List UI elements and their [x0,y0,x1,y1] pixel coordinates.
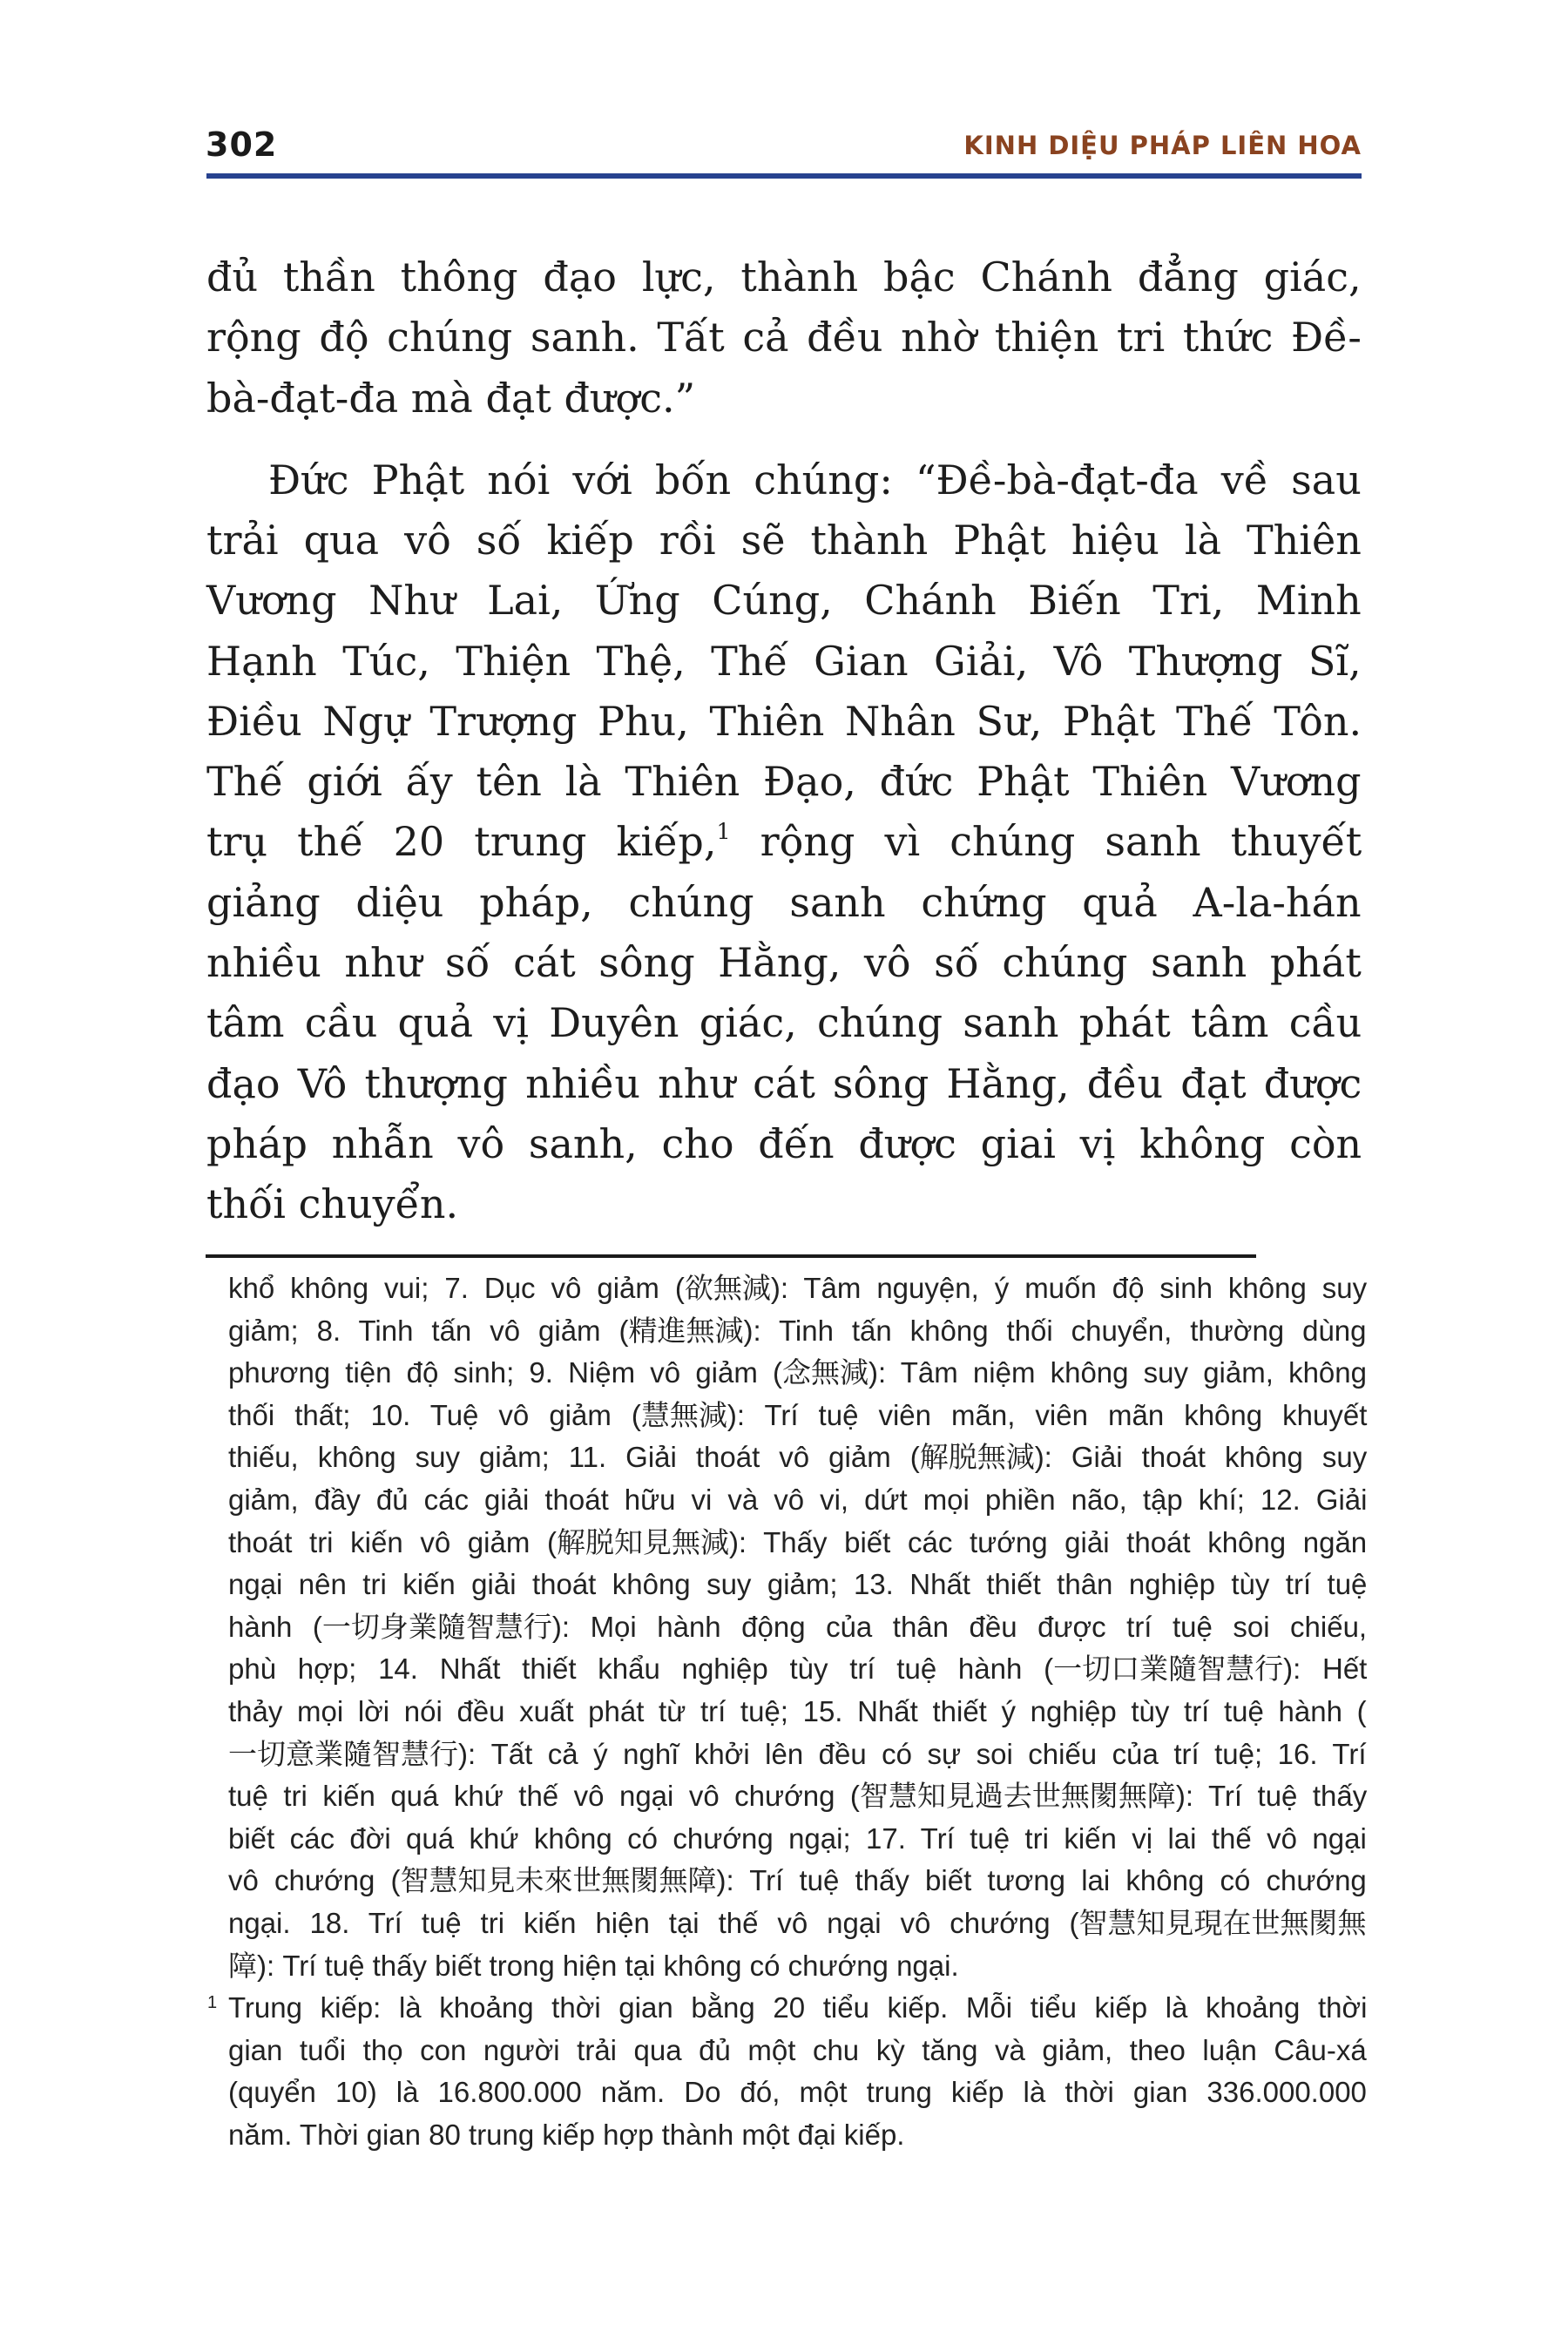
body-line: trải qua vô số kiếp rồi sẽ thành Phật hiệu là Thiên [206,516,1362,564]
footnote-line: ngại nên tri kiến giải thoát không suy giảm; 13. Nhất thiết thân nghiệp tùy trí tuệ [228,1568,1368,1601]
footnote-line: thiếu, không suy giảm; 11. Giải thoát vô giảm (解脱無減): Giải thoát không suy [228,1441,1368,1474]
body-line: trụ thế 20 trung kiếp,$^1$ rộng vì chúng sanh thuyết [206,818,1362,866]
footnote-line: phương tiện độ sinh; 9. Niệm vô giảm (念無減): Tâm niệm không suy giảm, không [228,1356,1367,1389]
footnote-line: thoát tri kiến vô giảm (解脱知見無減): Thấy biết các tướng giải thoát không ngăn [228,1525,1368,1558]
footnote-line: gian tuổi thọ con người trải qua đủ một chu kỳ tăng và giảm, theo luận Câu-xá [228,2033,1367,2066]
body-line: Vương Như Lai, Ứng Cúng, Chánh Biến Tri, Minh [206,577,1362,625]
footnote-line: 障): Trí tuệ thấy biết trong hiện tại không có chướng ngại. [228,1949,959,1982]
body-line: đạo Vô thượng nhiều như cát sông Hằng, đều đạt được [206,1059,1362,1107]
footnote-line: vô chướng (智慧知見未來世無閡無障): Trí tuệ thấy biết tương lai không có chướng [228,1864,1367,1897]
footnote-separator [206,1254,1256,1258]
body-line: nhiều như số cát sông Hằng, vô số chúng sanh phát [206,939,1362,987]
footnote-line: ngại. 18. Trí tuệ tri kiến hiện tại thế vô ngại vô chướng (智慧知見現在世無閡無 [228,1906,1367,1939]
header-rule [206,173,1362,179]
footnote-line: năm. Thời gian 80 trung kiếp hợp thành một đại kiếp. [228,2118,905,2151]
body-line: pháp nhẫn vô sanh, cho đến được giai vị không còn [206,1119,1362,1167]
body-line: Hạnh Túc, Thiện Thệ, Thế Gian Giải, Vô Thượng Sĩ, [206,637,1362,685]
footnote-line: biết các đời quá khứ không có chướng ngại; 17. Trí tuệ tri kiến vị lai thế vô ngại [228,1821,1367,1855]
body-line: giảng diệu pháp, chúng sanh chứng quả A-la-hán [206,878,1362,926]
footnote-line: khổ không vui; 7. Dục vô giảm (欲無減): Tâm nguyện, ý muốn độ sinh không suy [228,1271,1368,1304]
footnote-line: thối thất; 10. Tuệ vô giảm (慧無減): Trí tuệ viên mãn, viên mãn không khuyết [228,1398,1368,1431]
footnote-line: giảm; 8. Tinh tấn vô giảm (精進無減): Tinh tấn không thối chuyển, thường dùng [228,1314,1367,1347]
running-title: KINH DIỆU PHÁP LIÊN HOA [963,131,1362,160]
footnote-marker: 1 [207,1993,218,2013]
footnote-line: Trung kiếp: là khoảng thời gian bằng 20 tiểu kiếp. Mỗi tiểu kiếp là khoảng thời [228,1991,1368,2024]
footnote-line: tuệ tri kiến quá khứ thế vô ngại vô chướng (智慧知見過去世無閡無障): Trí tuệ thấy [228,1780,1368,1813]
footnote-line: giảm, đầy đủ các giải thoát hữu vi và vô vi, dứt mọi phiền não, tập khí; 12. Giải [228,1483,1368,1516]
footnote-reference[interactable]: 1 [716,819,731,845]
body-line: bà-đạt-đa mà đạt được.” [206,374,696,422]
footnote-line: thảy mọi lời nói đều xuất phát từ trí tuệ; 15. Nhất thiết ý nghiệp tùy trí tuệ hành ( [228,1694,1367,1727]
footnote-line: phù hợp; 14. Nhất thiết khẩu nghiệp tùy trí tuệ hành (一切口業隨智慧行): Hết [228,1652,1368,1686]
page-number: 302 [206,125,278,164]
body-line: đủ thần thông đạo lực, thành bậc Chánh đẳng giác, [206,253,1362,301]
body-line: thối chuyển. [206,1180,459,1228]
body-line: Đức Phật nói với bốn chúng: “Đề-bà-đạt-đa về sau [268,456,1362,504]
body-line: rộng độ chúng sanh. Tất cả đều nhờ thiện tri thức Đề- [206,314,1362,362]
footnote-line: hành (一切身業隨智慧行): Mọi hành động của thân đều được trí tuệ soi chiếu, [228,1610,1368,1643]
body-line: Thế giới ấy tên là Thiên Đạo, đức Phật Thiên Vương [206,758,1362,806]
body-line: tâm cầu quả vị Duyên giác, chúng sanh phát tâm cầu [206,999,1362,1047]
footnote-line: 一切意業隨智慧行): Tất cả ý nghĩ khởi lên đều có sự soi chiếu của trí tuệ; 16. Trí [228,1737,1367,1770]
body-line: Điều Ngự Trượng Phu, Thiên Nhân Sư, Phật Thế Tôn. [206,697,1362,745]
footnote-line: (quyển 10) là 16.800.000 năm. Do đó, một trung kiếp là thời gian 336.000.000 [228,2076,1367,2109]
